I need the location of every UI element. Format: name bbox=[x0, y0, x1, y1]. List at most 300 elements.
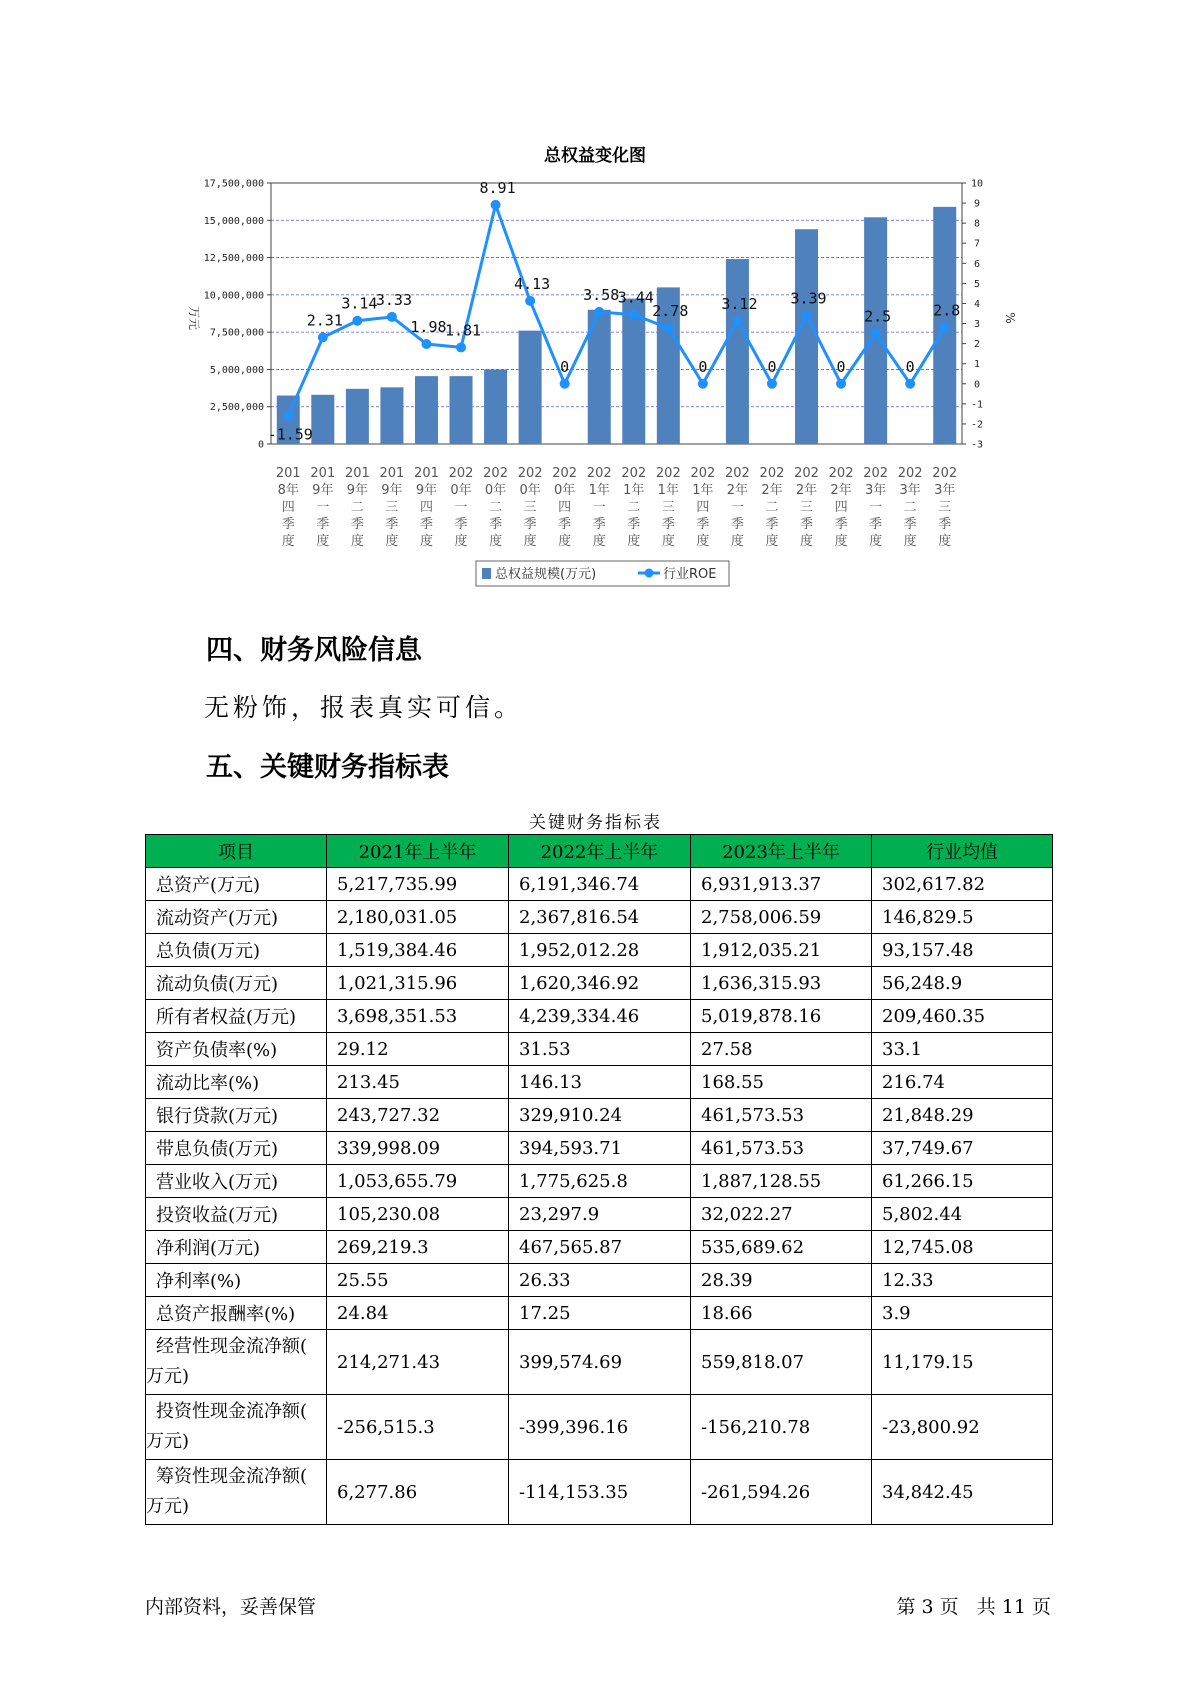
row-label: 流动负债(万元) bbox=[146, 967, 327, 1000]
value-cell: -23,800.92 bbox=[872, 1395, 1053, 1460]
table-row bbox=[146, 1297, 1053, 1330]
table-row bbox=[146, 901, 1053, 934]
roe-data-label: 3.14 bbox=[341, 294, 378, 313]
x-tick-label: 度 bbox=[765, 534, 779, 549]
equity-bar bbox=[519, 331, 542, 444]
roe-data-label: 4.13 bbox=[514, 274, 551, 293]
risk-heading: 四、财务风险信息 bbox=[206, 635, 422, 666]
header-2023h1: 2023年上半年 bbox=[691, 835, 872, 868]
left-axis-name: 万元 bbox=[187, 305, 201, 331]
row-label: 流动资产(万元) bbox=[146, 901, 327, 934]
x-tick-label: 季 bbox=[385, 517, 399, 532]
x-tick-label: 1年 bbox=[657, 483, 679, 498]
roe-data-label: 8.91 bbox=[479, 178, 516, 197]
row-label: 净利率(%) bbox=[146, 1264, 327, 1297]
roe-data-label: 1.98 bbox=[410, 318, 447, 337]
x-tick-label: 度 bbox=[489, 534, 503, 549]
value-cell: 1,912,035.21 bbox=[691, 934, 872, 967]
left-tick-label: 12,500,000 bbox=[203, 253, 264, 265]
roe-point bbox=[525, 296, 535, 306]
value-cell: 6,931,913.37 bbox=[691, 868, 872, 901]
x-tick-label: 0年 bbox=[484, 483, 507, 498]
x-tick-label: 度 bbox=[834, 534, 848, 549]
roe-point bbox=[871, 329, 881, 339]
key-financial-table bbox=[145, 834, 1053, 1525]
legend-bar-label: 总权益规模(万元) bbox=[495, 567, 597, 582]
table-row bbox=[146, 1198, 1053, 1231]
footer-page-number: 第 3 页 共 11 页 bbox=[896, 1596, 1051, 1618]
row-label: 投资收益(万元) bbox=[146, 1198, 327, 1231]
value-cell: 535,689.62 bbox=[691, 1231, 872, 1264]
right-tick-label: -2 bbox=[970, 419, 984, 431]
roe-data-label: 0 bbox=[560, 357, 570, 376]
row-label: 总资产(万元) bbox=[146, 868, 327, 901]
row-label: 营业收入(万元) bbox=[146, 1165, 327, 1198]
x-tick-label: 度 bbox=[903, 534, 917, 549]
equity-bar bbox=[484, 369, 507, 444]
x-tick-label: 季 bbox=[834, 517, 848, 532]
x-tick-label: 度 bbox=[350, 534, 364, 549]
value-cell: 93,157.48 bbox=[872, 934, 1053, 967]
row-label bbox=[146, 1460, 327, 1525]
right-tick-label: 1 bbox=[973, 359, 981, 371]
value-cell: 1,519,384.46 bbox=[327, 934, 509, 967]
table-row bbox=[146, 1264, 1053, 1297]
table-row bbox=[146, 1099, 1053, 1132]
value-cell: 105,230.08 bbox=[327, 1198, 509, 1231]
x-tick-label: 季 bbox=[903, 517, 917, 532]
row-label: 银行贷款(万元) bbox=[146, 1099, 327, 1132]
value-cell: 37,749.67 bbox=[872, 1132, 1053, 1165]
roe-data-label: 3.12 bbox=[721, 295, 758, 314]
value-cell: 61,266.15 bbox=[872, 1165, 1053, 1198]
right-axis-name: % bbox=[1003, 312, 1017, 324]
x-tick-label: 202 bbox=[794, 466, 819, 481]
x-tick-label: 202 bbox=[517, 466, 543, 481]
roe-data-label: 2.5 bbox=[864, 307, 892, 326]
value-cell: 1,021,315.96 bbox=[327, 967, 509, 1000]
right-tick-label: 0 bbox=[973, 379, 981, 391]
roe-data-label: 3.44 bbox=[617, 288, 654, 307]
x-tick-label: 一 bbox=[316, 500, 330, 515]
x-tick-label: 季 bbox=[523, 517, 537, 532]
x-tick-label: 四 bbox=[419, 500, 433, 515]
x-tick-label: 度 bbox=[661, 534, 675, 549]
roe-point bbox=[283, 411, 293, 421]
table-row bbox=[146, 1000, 1053, 1033]
table-row bbox=[146, 868, 1053, 901]
roe-point bbox=[767, 379, 777, 389]
roe-data-label: 2.78 bbox=[652, 301, 689, 320]
header-item: 项目 bbox=[146, 835, 327, 868]
x-tick-label: 二 bbox=[350, 500, 364, 515]
x-tick-label: 0年 bbox=[554, 483, 576, 498]
x-tick-label: 8年 bbox=[277, 483, 299, 498]
value-cell: 394,593.71 bbox=[509, 1132, 691, 1165]
x-tick-label: 1年 bbox=[692, 483, 714, 498]
roe-data-label: 3.33 bbox=[375, 290, 412, 309]
value-cell: 5,217,735.99 bbox=[327, 868, 509, 901]
x-tick-label: 9年 bbox=[381, 483, 403, 498]
roe-data-label: 1.81 bbox=[444, 321, 482, 340]
risk-text: 无粉饰，报表真实可信。 bbox=[204, 693, 524, 722]
x-tick-label: 202 bbox=[759, 466, 785, 481]
roe-point bbox=[663, 323, 673, 333]
value-cell: 146.13 bbox=[509, 1066, 691, 1099]
value-cell: 5,802.44 bbox=[872, 1198, 1053, 1231]
row-label-line: 经营性现金流净额( bbox=[156, 1336, 308, 1357]
table-row bbox=[146, 1460, 1053, 1525]
x-tick-label: 3年 bbox=[899, 483, 921, 498]
roe-point bbox=[560, 379, 570, 389]
equity-bar bbox=[415, 376, 438, 444]
table-row bbox=[146, 934, 1053, 967]
roe-point bbox=[905, 379, 915, 389]
x-tick-label: 度 bbox=[419, 534, 433, 549]
value-cell: 2,758,006.59 bbox=[691, 901, 872, 934]
roe-point bbox=[698, 379, 708, 389]
x-tick-label: 二 bbox=[627, 500, 641, 515]
value-cell: 3.9 bbox=[872, 1297, 1053, 1330]
x-tick-label: 201 bbox=[310, 466, 336, 481]
value-cell: 18.66 bbox=[691, 1297, 872, 1330]
roe-point bbox=[732, 316, 742, 326]
roe-point bbox=[802, 311, 812, 321]
x-tick-label: 季 bbox=[454, 517, 468, 532]
x-tick-label: 202 bbox=[897, 466, 923, 481]
x-tick-label: 度 bbox=[385, 534, 399, 549]
x-tick-label: 201 bbox=[414, 466, 439, 481]
value-cell: 32,022.27 bbox=[691, 1198, 872, 1231]
value-cell: 1,636,315.93 bbox=[691, 967, 872, 1000]
roe-point bbox=[836, 379, 846, 389]
x-tick-label: 2年 bbox=[726, 483, 749, 498]
value-cell: 6,277.86 bbox=[327, 1460, 509, 1525]
x-tick-label: 201 bbox=[379, 466, 405, 481]
x-tick-label: 季 bbox=[489, 517, 503, 532]
table-row bbox=[146, 1231, 1053, 1264]
equity-bar bbox=[346, 389, 369, 444]
x-tick-label: 四 bbox=[834, 500, 848, 515]
x-tick-label: 度 bbox=[730, 534, 744, 549]
x-tick-label: 9年 bbox=[346, 483, 369, 498]
roe-point bbox=[491, 200, 501, 210]
value-cell: -114,153.35 bbox=[509, 1460, 691, 1525]
x-tick-label: 度 bbox=[938, 534, 952, 549]
row-label-line: 万元) bbox=[146, 1366, 190, 1387]
equity-bar bbox=[795, 229, 818, 444]
value-cell: 2,367,816.54 bbox=[509, 901, 691, 934]
value-cell: 23,297.9 bbox=[509, 1198, 691, 1231]
roe-data-label: 0 bbox=[698, 357, 708, 376]
right-tick-label: 3 bbox=[973, 319, 981, 331]
value-cell: 1,775,625.8 bbox=[509, 1165, 691, 1198]
right-tick-label: 9 bbox=[973, 198, 981, 210]
right-tick-label: 8 bbox=[973, 218, 981, 230]
row-label: 资产负债率(%) bbox=[146, 1033, 327, 1066]
left-tick-label: 2,500,000 bbox=[209, 402, 264, 414]
roe-point bbox=[352, 316, 362, 326]
x-tick-label: 度 bbox=[558, 534, 572, 549]
x-tick-label: 二 bbox=[489, 500, 503, 515]
value-cell: 17.25 bbox=[509, 1297, 691, 1330]
row-label: 总负债(万元) bbox=[146, 934, 327, 967]
header-industry-avg: 行业均值 bbox=[872, 835, 1053, 868]
roe-point bbox=[594, 307, 604, 317]
roe-data-label: 2.31 bbox=[306, 311, 343, 330]
value-cell: 31.53 bbox=[509, 1033, 691, 1066]
value-cell: 1,952,012.28 bbox=[509, 934, 691, 967]
x-tick-label: 2年 bbox=[830, 483, 852, 498]
value-cell: 339,998.09 bbox=[327, 1132, 509, 1165]
value-cell: 27.58 bbox=[691, 1033, 872, 1066]
value-cell: 559,818.07 bbox=[691, 1330, 872, 1395]
value-cell: 28.39 bbox=[691, 1264, 872, 1297]
footer-confidential: 内部资料，妥善保管 bbox=[145, 1596, 317, 1618]
row-label bbox=[146, 1330, 327, 1395]
x-tick-label: 0年 bbox=[519, 483, 541, 498]
x-tick-label: 度 bbox=[281, 534, 295, 549]
value-cell: 146,829.5 bbox=[872, 901, 1053, 934]
value-cell: 329,910.24 bbox=[509, 1099, 691, 1132]
left-tick-label: 15,000,000 bbox=[203, 215, 264, 227]
x-tick-label: 三 bbox=[800, 500, 814, 515]
value-cell: 33.1 bbox=[872, 1033, 1053, 1066]
x-tick-label: 三 bbox=[661, 500, 675, 515]
x-tick-label: 202 bbox=[828, 466, 854, 481]
table-row bbox=[146, 1066, 1053, 1099]
row-label bbox=[146, 1395, 327, 1460]
x-tick-label: 季 bbox=[696, 517, 710, 532]
x-tick-label: 度 bbox=[592, 534, 606, 549]
value-cell: -261,594.26 bbox=[691, 1460, 872, 1525]
x-tick-label: 季 bbox=[661, 517, 675, 532]
x-tick-label: 202 bbox=[586, 466, 612, 481]
left-tick-label: 0 bbox=[257, 439, 264, 451]
x-tick-label: 一 bbox=[730, 500, 744, 515]
value-cell: -256,515.3 bbox=[327, 1395, 509, 1460]
value-cell: 243,727.32 bbox=[327, 1099, 509, 1132]
value-cell: 213.45 bbox=[327, 1066, 509, 1099]
x-tick-label: 季 bbox=[281, 517, 295, 532]
x-tick-label: 度 bbox=[454, 534, 468, 549]
x-tick-label: 季 bbox=[558, 517, 572, 532]
value-cell: 6,191,346.74 bbox=[509, 868, 691, 901]
x-tick-label: 202 bbox=[621, 466, 647, 481]
row-label-line: 万元) bbox=[146, 1496, 190, 1517]
row-label: 流动比率(%) bbox=[146, 1066, 327, 1099]
legend-line-marker bbox=[645, 569, 654, 578]
x-tick-label: 四 bbox=[558, 500, 572, 515]
x-tick-label: 三 bbox=[938, 500, 952, 515]
value-cell: 209,460.35 bbox=[872, 1000, 1053, 1033]
x-tick-label: 度 bbox=[523, 534, 537, 549]
right-tick-label: 4 bbox=[973, 298, 981, 310]
roe-point bbox=[629, 310, 639, 320]
x-tick-label: 季 bbox=[419, 517, 433, 532]
value-cell: 1,053,655.79 bbox=[327, 1165, 509, 1198]
roe-data-label: 0 bbox=[905, 357, 915, 376]
x-tick-label: 202 bbox=[932, 466, 958, 481]
value-cell: 12,745.08 bbox=[872, 1231, 1053, 1264]
roe-line bbox=[288, 205, 944, 416]
x-tick-label: 202 bbox=[448, 466, 474, 481]
x-tick-label: 四 bbox=[696, 500, 710, 515]
right-tick-label: 7 bbox=[973, 238, 981, 250]
value-cell: 34,842.45 bbox=[872, 1460, 1053, 1525]
x-tick-label: 三 bbox=[523, 500, 537, 515]
x-tick-label: 季 bbox=[938, 517, 952, 532]
value-cell: 25.55 bbox=[327, 1264, 509, 1297]
x-tick-label: 202 bbox=[483, 466, 508, 481]
value-cell: 3,698,351.53 bbox=[327, 1000, 509, 1033]
value-cell: 1,620,346.92 bbox=[509, 967, 691, 1000]
table-row bbox=[146, 1330, 1053, 1395]
value-cell: 56,248.9 bbox=[872, 967, 1053, 1000]
roe-point bbox=[387, 312, 397, 322]
roe-point bbox=[940, 323, 950, 333]
x-tick-label: 季 bbox=[350, 517, 364, 532]
x-tick-label: 一 bbox=[454, 500, 468, 515]
row-label-line: 投资性现金流净额( bbox=[156, 1401, 308, 1422]
x-tick-label: 度 bbox=[696, 534, 710, 549]
table-row bbox=[146, 1165, 1053, 1198]
x-tick-label: 季 bbox=[800, 517, 814, 532]
x-tick-label: 202 bbox=[552, 466, 578, 481]
row-label: 带息负债(万元) bbox=[146, 1132, 327, 1165]
x-tick-label: 度 bbox=[869, 534, 883, 549]
roe-point bbox=[421, 339, 431, 349]
x-tick-label: 201 bbox=[344, 466, 370, 481]
chart-title: 总权益变化图 bbox=[544, 146, 646, 166]
x-tick-label: 202 bbox=[725, 466, 750, 481]
value-cell: 12.33 bbox=[872, 1264, 1053, 1297]
header-2022h1: 2022年上半年 bbox=[509, 835, 691, 868]
x-tick-label: 一 bbox=[869, 500, 883, 515]
value-cell: 467,565.87 bbox=[509, 1231, 691, 1264]
value-cell: 26.33 bbox=[509, 1264, 691, 1297]
equity-chart-svg bbox=[0, 0, 1191, 600]
x-tick-label: 季 bbox=[316, 517, 330, 532]
left-tick-label: 5,000,000 bbox=[209, 364, 264, 376]
row-label: 总资产报酬率(%) bbox=[146, 1297, 327, 1330]
value-cell: 216.74 bbox=[872, 1066, 1053, 1099]
x-tick-label: 季 bbox=[765, 517, 779, 532]
row-label-line: 筹资性现金流净额( bbox=[156, 1466, 308, 1487]
x-tick-label: 二 bbox=[903, 500, 917, 515]
equity-bar bbox=[311, 395, 334, 444]
legend-bar-swatch bbox=[482, 568, 491, 579]
x-tick-label: 3年 bbox=[864, 483, 887, 498]
x-tick-label: 1年 bbox=[588, 483, 610, 498]
x-tick-label: 202 bbox=[655, 466, 681, 481]
x-tick-label: 一 bbox=[592, 500, 606, 515]
roe-point bbox=[318, 332, 328, 342]
roe-data-label: 2.8 bbox=[933, 301, 961, 320]
row-label: 净利润(万元) bbox=[146, 1231, 327, 1264]
value-cell: 399,574.69 bbox=[509, 1330, 691, 1395]
table-row bbox=[146, 967, 1053, 1000]
x-tick-label: 四 bbox=[281, 500, 295, 515]
roe-data-label: 0 bbox=[767, 357, 777, 376]
table-heading: 五、关键财务指标表 bbox=[206, 752, 449, 783]
value-cell: -156,210.78 bbox=[691, 1395, 872, 1460]
value-cell: 168.55 bbox=[691, 1066, 872, 1099]
table-row bbox=[146, 1132, 1053, 1165]
x-tick-label: 季 bbox=[869, 517, 883, 532]
x-tick-label: 1年 bbox=[623, 483, 645, 498]
x-tick-label: 季 bbox=[730, 517, 744, 532]
right-tick-label: 2 bbox=[973, 339, 981, 351]
x-tick-label: 二 bbox=[765, 500, 779, 515]
row-label: 所有者权益(万元) bbox=[146, 1000, 327, 1033]
x-tick-label: 度 bbox=[800, 534, 814, 549]
value-cell: -399,396.16 bbox=[509, 1395, 691, 1460]
equity-bar bbox=[450, 376, 473, 444]
value-cell: 1,887,128.55 bbox=[691, 1165, 872, 1198]
x-tick-label: 0年 bbox=[450, 483, 472, 498]
right-tick-label: -3 bbox=[970, 439, 984, 451]
x-tick-label: 202 bbox=[690, 466, 716, 481]
value-cell: 302,617.82 bbox=[872, 868, 1053, 901]
roe-data-label: 0 bbox=[836, 357, 846, 376]
value-cell: 461,573.53 bbox=[691, 1132, 872, 1165]
left-tick-label: 17,500,000 bbox=[203, 178, 264, 190]
right-tick-label: 6 bbox=[973, 258, 981, 270]
left-tick-label: 10,000,000 bbox=[203, 290, 264, 302]
x-tick-label: 201 bbox=[275, 466, 301, 481]
value-cell: 24.84 bbox=[327, 1297, 509, 1330]
equity-bar bbox=[726, 259, 749, 444]
right-tick-label: -1 bbox=[970, 399, 984, 411]
left-tick-label: 7,500,000 bbox=[209, 327, 264, 339]
roe-data-label: 3.39 bbox=[790, 289, 827, 308]
value-cell: 214,271.43 bbox=[327, 1330, 509, 1395]
value-cell: 4,239,334.46 bbox=[509, 1000, 691, 1033]
roe-point bbox=[456, 342, 466, 352]
x-tick-label: 季 bbox=[592, 517, 606, 532]
x-tick-label: 三 bbox=[385, 500, 399, 515]
table-header-row bbox=[146, 835, 1053, 868]
x-tick-label: 2年 bbox=[761, 483, 783, 498]
table-caption: 关键财务指标表 bbox=[529, 813, 662, 833]
equity-bar bbox=[622, 299, 645, 444]
roe-data-label: -1.59 bbox=[267, 425, 313, 444]
x-tick-label: 季 bbox=[627, 517, 641, 532]
value-cell: 461,573.53 bbox=[691, 1099, 872, 1132]
row-label-line: 万元) bbox=[146, 1431, 190, 1452]
x-tick-label: 度 bbox=[316, 534, 330, 549]
value-cell: 269,219.3 bbox=[327, 1231, 509, 1264]
value-cell: 2,180,031.05 bbox=[327, 901, 509, 934]
equity-chart bbox=[0, 0, 1191, 600]
x-tick-label: 9年 bbox=[312, 483, 334, 498]
right-tick-label: 10 bbox=[970, 178, 984, 190]
x-tick-label: 2年 bbox=[795, 483, 818, 498]
value-cell: 5,019,878.16 bbox=[691, 1000, 872, 1033]
table-row bbox=[146, 1033, 1053, 1066]
value-cell: 11,179.15 bbox=[872, 1330, 1053, 1395]
legend-line-label: 行业ROE bbox=[663, 567, 717, 582]
x-tick-label: 202 bbox=[863, 466, 889, 481]
right-tick-label: 5 bbox=[973, 278, 981, 290]
value-cell: 21,848.29 bbox=[872, 1099, 1053, 1132]
x-tick-label: 3年 bbox=[934, 483, 956, 498]
x-tick-label: 度 bbox=[627, 534, 641, 549]
value-cell: 29.12 bbox=[327, 1033, 509, 1066]
header-2021h1: 2021年上半年 bbox=[327, 835, 509, 868]
roe-data-label: 3.58 bbox=[583, 285, 620, 304]
